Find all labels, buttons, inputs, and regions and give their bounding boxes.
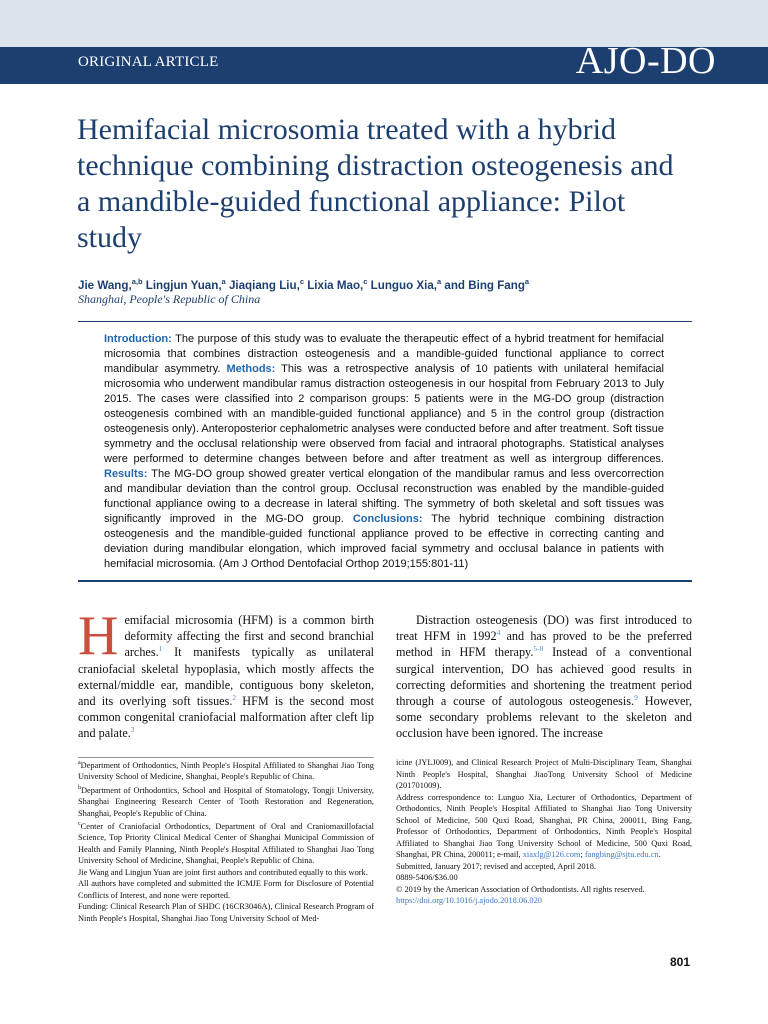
affiliation-footnote	[78, 783, 374, 819]
affiliation-footnote	[78, 758, 374, 783]
section-label: ORIGINAL ARTICLE	[78, 54, 219, 70]
body-column-right	[396, 612, 692, 742]
author-name: Jiaqiang Liu,	[225, 278, 300, 292]
abstract-top-rule	[78, 321, 692, 322]
article-title: Hemifacial microsomia treated with a hybrid technique combining distraction osteogenesis and a mandible-guided functional appliance: Pilot study	[77, 113, 674, 254]
affiliation-text: Center of Craniofacial Orthodontics, Department of Oral and Craniomaxillofacial Science, Top Priority Clinical Medical Center of Shanghai Municipal Commission of Health and Family Planning, Ninth People's Hospital Affiliated to Shanghai Jiao Tong University School of Medicine, Shanghai, People's Republic of China.	[78, 821, 374, 866]
author-list	[78, 277, 718, 292]
reference-link[interactable]: 4	[496, 628, 501, 638]
footnote-marker: a	[78, 760, 81, 766]
author-name: Lingjun Yuan,	[142, 278, 222, 292]
author-name: and Bing Fang	[441, 278, 525, 292]
author-affiliation-marker: c	[363, 277, 368, 286]
footnote-marker: b	[78, 784, 81, 791]
body-text: Instead of a conventional surgical intervention, DO has achieved good results in correcting deformities and shortening the treatment period through a course of autologous osteogenesis.	[396, 645, 692, 709]
reference-link[interactable]: 5-8	[533, 644, 544, 654]
reference-link[interactable]: 9	[634, 692, 638, 702]
author-affiliation-marker: a	[524, 277, 530, 286]
footnotes-right	[396, 757, 692, 907]
author-affiliation-marker: a	[437, 277, 442, 286]
author-name: Jie Wang,	[78, 278, 132, 292]
body-text: emifacial microsomia (HFM) is a common birth deformity affecting the first and second branchial arches.	[124, 613, 374, 660]
author-location: Shanghai, People's Republic of China	[78, 292, 261, 306]
abstract	[104, 332, 664, 572]
separator: .	[658, 850, 661, 859]
body-text: and has proved to be the preferred method in HFM therapy.	[396, 629, 692, 660]
body-text: Distraction osteogenesis (DO) was first introduced to treat HFM in 1992	[396, 613, 692, 644]
body-text: However, some secondary problems relevant to the skeleton and occlusion have been ignored. The increase	[396, 694, 693, 741]
reference-link[interactable]: 2	[232, 692, 237, 702]
affiliation-text: Department of Orthodontics, School and Hospital of Stomatology, Tongji University, Shanghai Engineering Research Center of Tooth Restoration and Regeneration, Shanghai, People's Republic of China.	[78, 785, 374, 818]
reference-link[interactable]: 3	[130, 725, 135, 735]
doi-link[interactable]: https://doi.org/10.1016/j.ajodo.2018.06.020	[396, 896, 542, 905]
abstract-methods-label: Methods:	[226, 363, 276, 375]
footnote-marker: c	[78, 821, 81, 828]
abstract-bottom-rule	[78, 580, 692, 582]
joint-authorship-note: Jie Wang and Lingjun Yuan are joint first authors and contributed equally to this work.	[78, 867, 368, 877]
drop-cap: H	[78, 605, 119, 667]
abstract-methods-text: This was a retrospective analysis of 10 patients with unilateral hemifacial microsomia who underwent mandibular ramus distraction osteogenesis in our hospital from February 2013 to July 2015. The cases were classified into 2 comparison groups: 5 patients were in the MG-DO group (distraction osteogenesis combined with an mandible-guided functional appliance) and 5 in the control group (distraction osteogenesis only). Anteroposterior cephalometric analyses were conducted before and after treatment. Soft tissue symmetry and the occlusal relationship were observed from facial and intraoral photographs. Statistical analyses were performed to determine changes between before and after treatment as well as intergroup differences.	[104, 363, 664, 465]
abstract-conclusions-text: The hybrid technique combining distraction osteogenesis and the mandible-guided functional appliance proved to be effective in correcting canting and deviation during mandibular elongation, which improved facial symmetry and occlusal balance in patients with hemifacial microsomia. (Am J Orthod Dentofacial Orthop 2019;155:801-11)	[104, 513, 664, 570]
reference-link[interactable]: 1	[158, 644, 163, 654]
abstract-intro-label: Introduction:	[104, 333, 172, 345]
affiliation-footnote	[78, 819, 374, 867]
abstract-results-label: Results:	[104, 468, 148, 480]
email-link[interactable]: xiaxlg@126.com	[522, 850, 581, 859]
author-affiliation-marker: a,b	[131, 277, 143, 286]
footnotes-left	[78, 757, 374, 924]
separator: ;	[580, 850, 585, 859]
body-text: It manifests typically as unilateral craniofacial skeletal hypoplasia, which mostly affects the external/middle ear, mandible, contiguous bony skeleton, and its overlying soft tissues.	[78, 645, 374, 709]
correspondence-note	[396, 792, 692, 861]
body-text: HFM is the second most common congenital craniofacial malformation after cleft lip and palate.	[78, 694, 374, 741]
journal-logo: AJO-DO	[575, 40, 716, 82]
page-number: 801	[670, 955, 691, 969]
abstract-intro-text: The purpose of this study was to evaluate the therapeutic effect of a hybrid treatment for hemifacial microsomia that combines distraction osteogenesis and a mandible-guided functional appliance to correct mandibular asymmetry.	[104, 333, 664, 375]
abstract-conclusions-label: Conclusions:	[352, 513, 423, 525]
author-affiliation-marker: a	[221, 277, 226, 286]
body-column-left	[78, 605, 374, 742]
copyright: © 2019 by the American Association of Orthodontists. All rights reserved.	[396, 884, 645, 894]
header-bar	[0, 40, 768, 84]
issn: 0889-5406/$36.00	[396, 873, 458, 882]
funding-note-continued: icine (JYLJ009), and Clinical Research Project of Multi-Disciplinary Team, Shanghai Ninth People's Hospital, Shanghai JiaoTong University School of Medicine (201701009).	[396, 758, 692, 790]
affiliation-text: Department of Orthodontics, Ninth People's Hospital Affiliated to Shanghai Jiao Tong University School of Medicine, Shanghai, People's Republic of China.	[78, 760, 374, 782]
funding-note: Funding: Clinical Research Plan of SHDC (16CR3046A), Clinical Research Program of Ninth People's Hospital, Shanghai Jiao Tong University School of Med-	[78, 902, 374, 923]
conflict-disclosure-note: All authors have completed and submitted the ICMJE Form for Disclosure of Potential Conflicts of Interest, and none were reported.	[78, 879, 374, 900]
correspondence-address: Address correspondence to: Lunguo Xia, Lecturer of Orthodontics, Department of Orthodontics, Ninth People's Hospital Affiliated to Shanghai Jiao Tong University School of Medicine, 500 Quxi Road, Shanghai, PR China, 200011, Bing Fang, Professor of Orthodontics, Department of Orthodontics, Ninth People's Hospital Affiliated to Shanghai Jiao Tong University School of Medicine, 500 Quxi Road, Shanghai, PR China, 200011; e-mail,	[396, 792, 692, 859]
email-link[interactable]: fangbing@sjtu.edu.cn	[584, 850, 659, 859]
author-name: Lunguo Xia,	[367, 278, 437, 292]
submission-dates: Submitted, January 2017; revised and accepted, April 2018.	[396, 861, 597, 871]
author-name: Lixia Mao,	[303, 278, 364, 292]
author-affiliation-marker: c	[299, 277, 304, 286]
abstract-results-text: The MG-DO group showed greater vertical elongation of the mandibular ramus and less overcorrection and mandibular deviation than the control group. Occlusal reconstruction was enabled by the mandible-guided functional appliance owing to a decrease in lateral shifting. The symmetry of both skeletal and soft tissues was significantly improved in the MG-DO group.	[104, 468, 664, 525]
